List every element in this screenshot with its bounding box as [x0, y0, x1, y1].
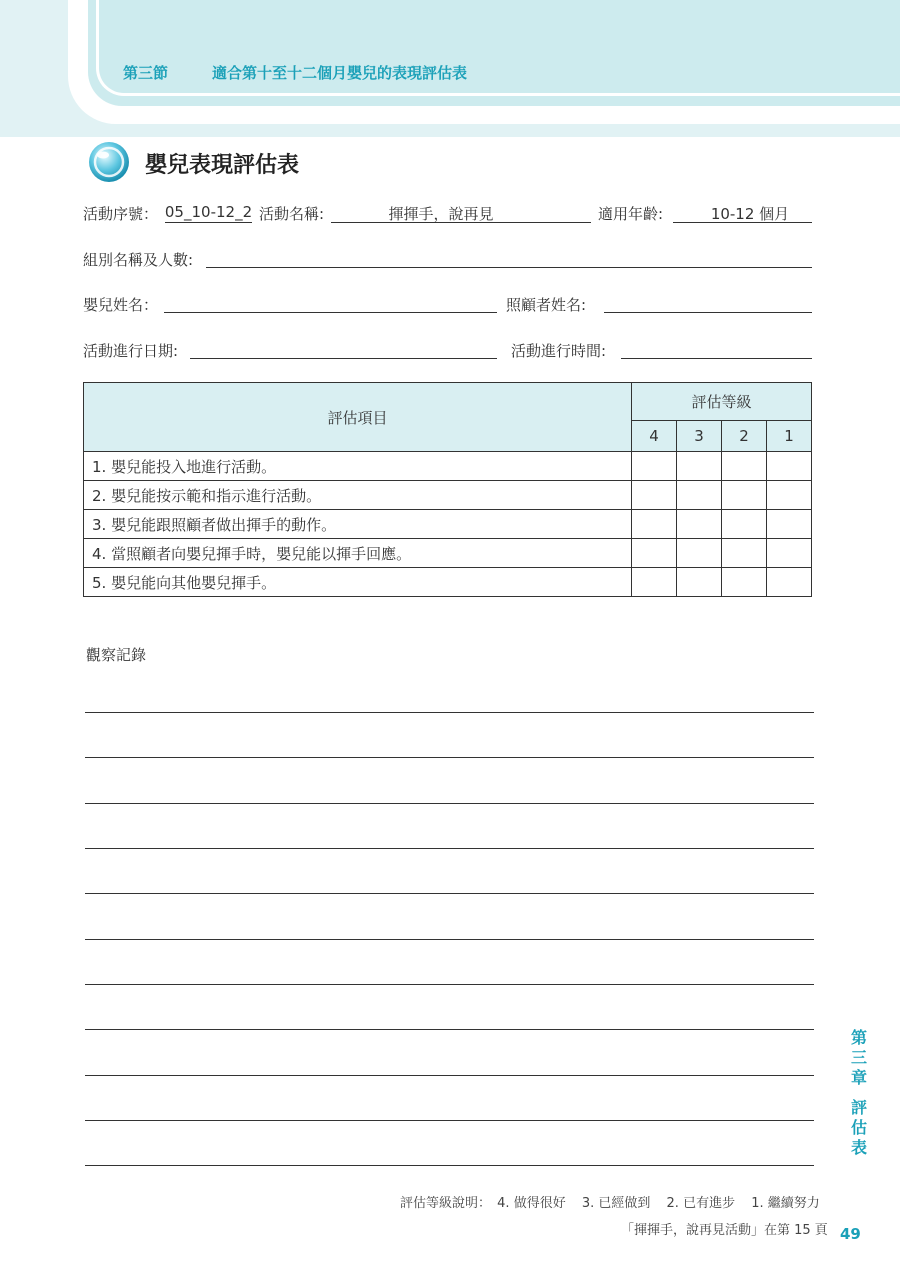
date-field[interactable] — [190, 358, 497, 359]
legend-item: 1. 繼續努力 — [751, 1196, 820, 1211]
score-cell[interactable] — [677, 510, 722, 539]
item-text: 2. 嬰兒能按示範和指示進行活動。 — [84, 481, 632, 510]
observation-line[interactable] — [85, 939, 814, 940]
legend-label: 評估等級說明： — [400, 1196, 492, 1211]
item-header: 評估項目 — [84, 383, 632, 452]
score-cell[interactable] — [767, 452, 812, 481]
table-row — [84, 452, 812, 481]
score-cell[interactable] — [767, 539, 812, 568]
score-cell[interactable] — [722, 481, 767, 510]
baby-name-field[interactable] — [164, 312, 497, 313]
form-title: 嬰兒表現評估表 — [145, 153, 300, 178]
legend-item: 4. 做得很好 — [497, 1196, 566, 1211]
observation-line[interactable] — [85, 712, 814, 713]
table-row — [84, 568, 812, 597]
score-cell[interactable] — [722, 539, 767, 568]
level-1-header: 1 — [767, 421, 812, 452]
score-cell[interactable] — [632, 452, 677, 481]
side-tab-chapter: 第三章 — [850, 1028, 867, 1087]
item-text: 4. 當照顧者向嬰兒揮手時，嬰兒能以揮手回應。 — [84, 539, 632, 568]
observation-line[interactable] — [85, 1029, 814, 1030]
observation-line[interactable] — [85, 984, 814, 985]
page-reference: 「揮揮手，說再見活動」在第 15 頁 — [621, 1223, 828, 1238]
observation-title: 觀察記錄 — [86, 646, 147, 664]
level-2-header: 2 — [722, 421, 767, 452]
score-cell[interactable] — [632, 481, 677, 510]
evaluation-table — [83, 382, 812, 597]
item-text: 1. 嬰兒能投入地進行活動。 — [84, 452, 632, 481]
grade-legend — [400, 1192, 820, 1211]
caregiver-field[interactable] — [604, 312, 812, 313]
level-4-header: 4 — [632, 421, 677, 452]
side-tab-name: 評估表 — [850, 1098, 867, 1157]
observation-line[interactable] — [85, 893, 814, 894]
observation-line[interactable] — [85, 1120, 814, 1121]
observation-line[interactable] — [85, 1075, 814, 1076]
score-cell[interactable] — [677, 568, 722, 597]
group-field[interactable] — [206, 267, 812, 268]
table-row — [84, 510, 812, 539]
baby-name-label: 嬰兒姓名： — [83, 296, 159, 314]
activity-name-value: 揮揮手，說再見 — [388, 205, 494, 223]
item-text: 5. 嬰兒能向其他嬰兒揮手。 — [84, 568, 632, 597]
time-field[interactable] — [621, 358, 812, 359]
date-label: 活動進行日期: — [83, 342, 179, 360]
level-header: 評估等級 — [632, 383, 812, 421]
score-cell[interactable] — [632, 510, 677, 539]
item-text: 3. 嬰兒能跟照顧者做出揮手的動作。 — [84, 510, 632, 539]
score-cell[interactable] — [767, 481, 812, 510]
bubble-icon — [88, 141, 130, 183]
activity-no-value: 05_10-12_2 — [164, 203, 253, 221]
score-cell[interactable] — [767, 510, 812, 539]
score-cell[interactable] — [722, 568, 767, 597]
caregiver-label: 照顧者姓名: — [506, 296, 587, 314]
score-cell[interactable] — [722, 510, 767, 539]
age-value: 10-12 個月 — [710, 205, 790, 223]
level-3-header: 3 — [677, 421, 722, 452]
score-cell[interactable] — [767, 568, 812, 597]
section-title: 適合第十至十二個月嬰兒的表現評估表 — [212, 64, 468, 82]
score-cell[interactable] — [677, 452, 722, 481]
time-label: 活動進行時間: — [511, 342, 607, 360]
section-label: 第三節 — [123, 64, 169, 82]
observation-line[interactable] — [85, 803, 814, 804]
observation-line[interactable] — [85, 1165, 814, 1166]
score-cell[interactable] — [677, 539, 722, 568]
activity-name-label: 活動名稱: — [259, 205, 325, 223]
table-row — [84, 539, 812, 568]
activity-no-line — [165, 222, 252, 223]
group-label: 組別名稱及人數: — [83, 251, 194, 269]
score-cell[interactable] — [722, 452, 767, 481]
age-label: 適用年齡: — [598, 205, 664, 223]
observation-line[interactable] — [85, 848, 814, 849]
observation-line[interactable] — [85, 757, 814, 758]
table-row — [84, 481, 812, 510]
score-cell[interactable] — [677, 481, 722, 510]
page-number: 49 — [840, 1225, 861, 1243]
score-cell[interactable] — [632, 568, 677, 597]
legend-item: 2. 已有進步 — [666, 1196, 736, 1211]
activity-no-label: 活動序號： — [83, 205, 159, 223]
score-cell[interactable] — [632, 539, 677, 568]
legend-item: 3. 已經做到 — [581, 1196, 651, 1211]
